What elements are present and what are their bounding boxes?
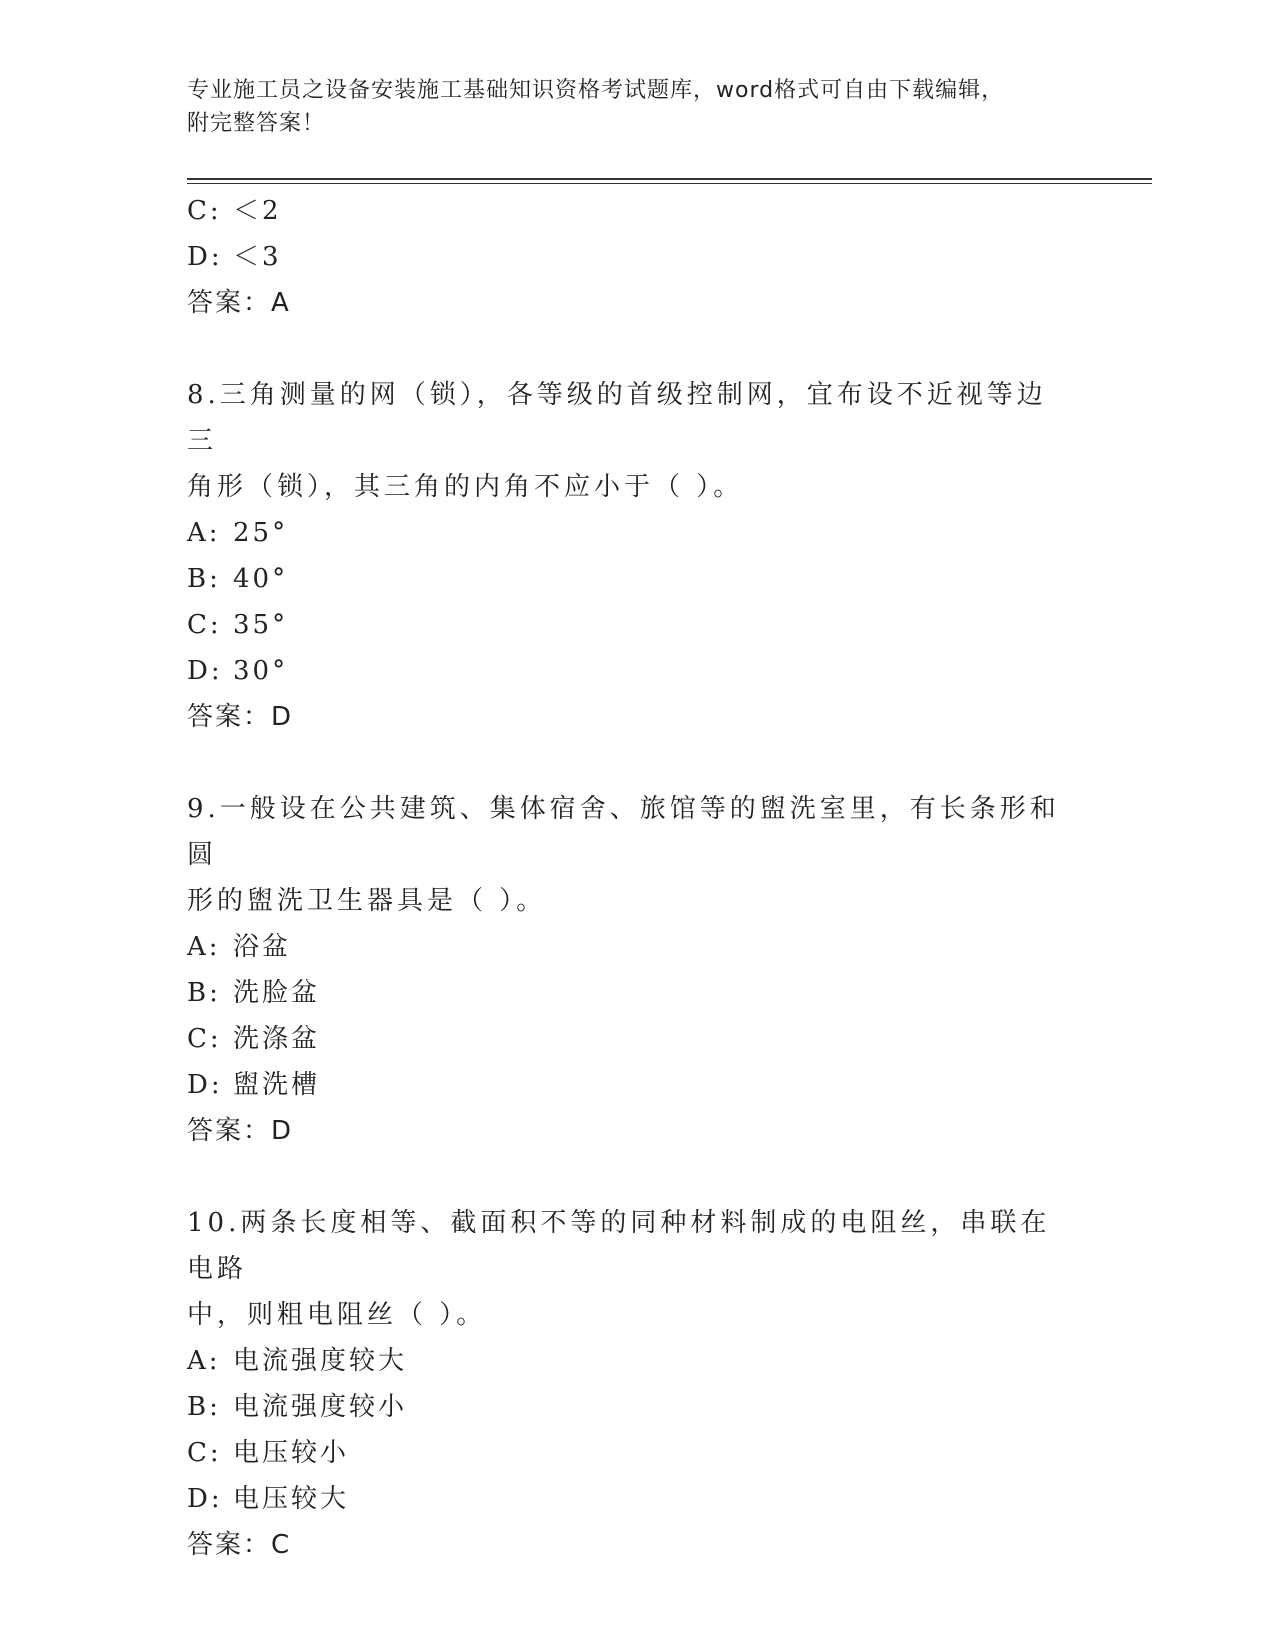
header-divider-thin — [187, 183, 1152, 184]
option-b — [187, 1384, 1087, 1430]
option-text: 盥洗槽 — [233, 1070, 321, 1100]
option-text: 电压较大 — [233, 1484, 350, 1514]
option-b — [187, 556, 1087, 602]
option-text: 电流强度较小 — [233, 1392, 408, 1422]
answer-line: 答案：D — [187, 1116, 294, 1146]
option-text: 电流强度较大 — [233, 1346, 408, 1376]
option-d — [187, 1476, 1087, 1522]
option-text: 40° — [233, 564, 289, 594]
spacer — [187, 740, 1087, 786]
option-c — [187, 1430, 1087, 1476]
option-d — [187, 648, 1087, 694]
option-label: A: — [187, 1346, 221, 1376]
option-text: 25° — [233, 518, 289, 548]
option-c — [187, 1016, 1087, 1062]
option-text: 洗脸盆 — [233, 978, 321, 1008]
option-label: B: — [187, 978, 221, 1008]
option-text: 浴盆 — [233, 932, 292, 962]
question-8 — [187, 372, 1087, 740]
page-header — [187, 74, 1087, 140]
answer-line: 答案：C — [187, 1530, 292, 1560]
header-line-1: 专业施工员之设备安装施工基础知识资格考试题库，word格式可自由下载编辑， — [187, 78, 1005, 103]
spacer — [187, 1154, 1087, 1200]
header-line-2: 附完整答案！ — [187, 111, 326, 136]
question-stem — [187, 786, 1067, 924]
question-stem-line-2: 形的盥洗卫生器具是（ ）。 — [187, 886, 547, 916]
header-divider-thick — [187, 178, 1152, 180]
option-label: D: — [187, 1070, 223, 1100]
option-text: 电压较小 — [233, 1438, 350, 1468]
question-stem — [187, 1200, 1067, 1338]
option-text: ＜3 — [233, 242, 282, 272]
option-label: C: — [187, 1024, 222, 1054]
option-label: C: — [187, 1438, 222, 1468]
option-d — [187, 1062, 1087, 1108]
option-text: 洗涤盆 — [233, 1024, 321, 1054]
document-body — [187, 188, 1087, 1568]
question-stem-line-1: 10.两条长度相等、截面积不等的同种材料制成的电阻丝，串联在电路 — [187, 1208, 1051, 1284]
option-c — [187, 188, 1087, 234]
answer-line: 答案：D — [187, 702, 294, 732]
spacer — [187, 326, 1087, 372]
option-a — [187, 1338, 1087, 1384]
option-a — [187, 924, 1087, 970]
question-stem-line-1: 8.三角测量的网（锁），各等级的首级控制网，宜布设不近视等边三 — [187, 380, 1047, 456]
option-a — [187, 510, 1087, 556]
question-stem — [187, 372, 1067, 510]
question-7-continuation — [187, 188, 1087, 326]
option-label: C: — [187, 610, 222, 640]
question-10 — [187, 1200, 1087, 1568]
answer-line: 答案：A — [187, 288, 291, 318]
option-label: D: — [187, 242, 223, 272]
question-9 — [187, 786, 1087, 1154]
option-text: 35° — [233, 610, 289, 640]
question-stem-line-1: 9.一般设在公共建筑、集体宿舍、旅馆等的盥洗室里，有长条形和圆 — [187, 794, 1060, 870]
option-label: A: — [187, 518, 221, 548]
option-label: D: — [187, 1484, 223, 1514]
option-label: C: — [187, 196, 222, 226]
option-text: ＜2 — [233, 196, 282, 226]
question-stem-line-2: 中，则粗电阻丝（ ）。 — [187, 1300, 487, 1330]
option-label: B: — [187, 564, 221, 594]
option-b — [187, 970, 1087, 1016]
option-label: D: — [187, 656, 223, 686]
option-label: B: — [187, 1392, 221, 1422]
option-d — [187, 234, 1087, 280]
option-text: 30° — [233, 656, 289, 686]
question-stem-line-2: 角形（锁），其三角的内角不应小于（ ）。 — [187, 472, 744, 502]
option-label: A: — [187, 932, 221, 962]
option-c — [187, 602, 1087, 648]
